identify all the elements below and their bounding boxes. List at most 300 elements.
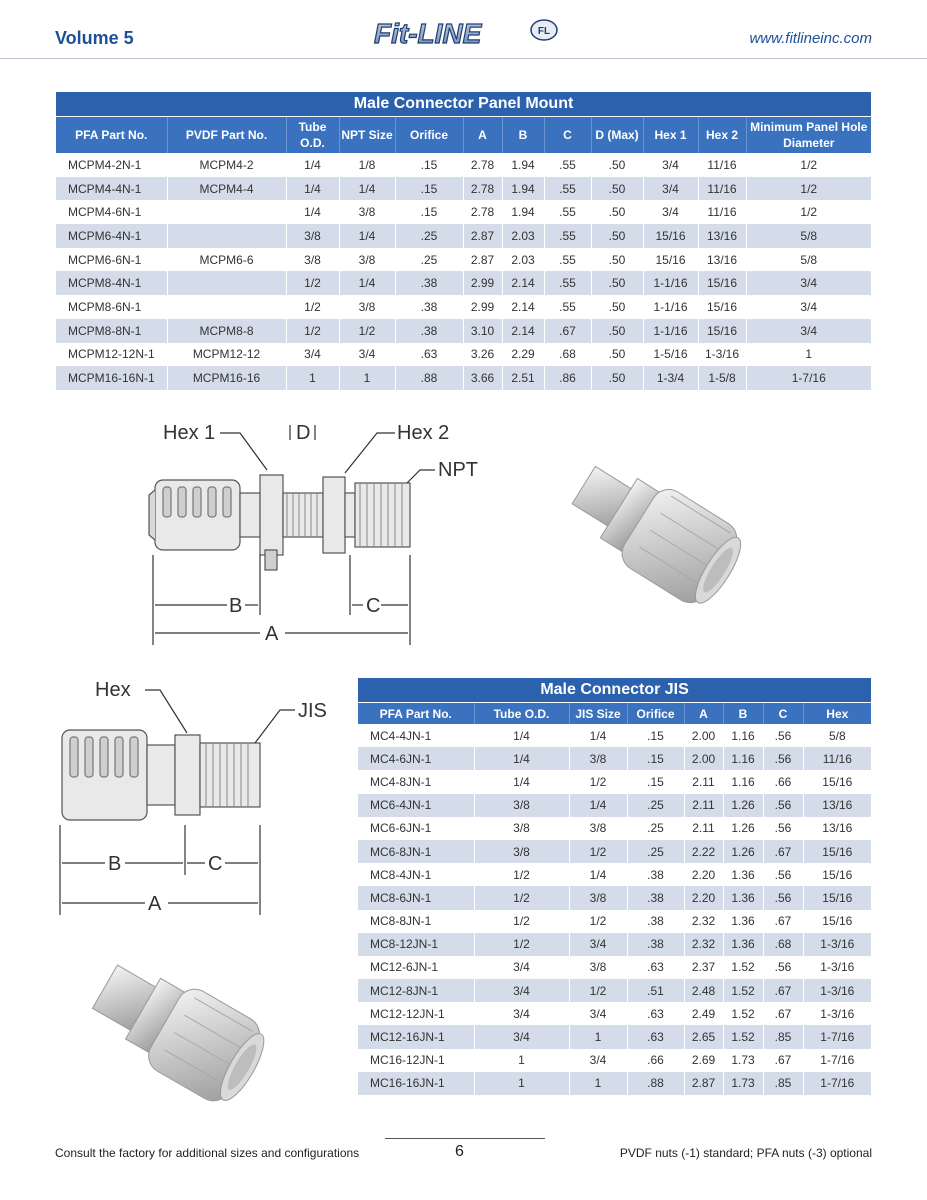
table-cell: MC6-8JN-1 — [358, 840, 474, 863]
table-cell: 3/8 — [569, 886, 627, 909]
label-b: B — [229, 595, 243, 617]
volume-label: Volume 5 — [55, 28, 134, 48]
table-row — [56, 177, 871, 201]
table-row — [358, 1025, 871, 1048]
table-cell: 11/16 — [698, 200, 746, 224]
table-row — [56, 200, 871, 224]
table-cell: MCPM4-2N-1 — [56, 153, 167, 177]
website-url[interactable]: www.fitlineinc.com — [749, 30, 872, 47]
table-cell: 3/4 — [746, 319, 871, 343]
column-header: Hex 2 — [698, 117, 746, 154]
table-cell: 1/4 — [474, 724, 569, 747]
table-cell: MCPM6-6N-1 — [56, 248, 167, 272]
table-row — [56, 271, 871, 295]
table-cell: MCPM16-16N-1 — [56, 366, 167, 390]
table-cell: MCPM6-6 — [167, 248, 286, 272]
table-cell: 1 — [746, 343, 871, 367]
table-row — [56, 319, 871, 343]
table-cell: 2.65 — [684, 1025, 723, 1048]
table-cell: .55 — [544, 200, 591, 224]
table-cell: 3/8 — [286, 224, 339, 248]
table-cell: 2.87 — [684, 1072, 723, 1095]
table-cell: 1-3/16 — [698, 343, 746, 367]
label-npt: NPT — [438, 459, 478, 481]
table-cell: .55 — [544, 177, 591, 201]
table-cell: .56 — [763, 956, 803, 979]
table-cell: 1 — [286, 366, 339, 390]
table-cell: 2.49 — [684, 1002, 723, 1025]
table-cell: 3/4 — [474, 956, 569, 979]
table-cell: 1.16 — [723, 724, 763, 747]
table-cell: .25 — [395, 248, 463, 272]
table-cell: .50 — [591, 271, 643, 295]
table-cell: 3/4 — [474, 1002, 569, 1025]
table-cell: .68 — [544, 343, 591, 367]
table-cell: MC12-6JN-1 — [358, 956, 474, 979]
table-cell: 2.29 — [502, 343, 544, 367]
table-cell: 3.26 — [463, 343, 502, 367]
table-row — [358, 1072, 871, 1095]
table-cell: .50 — [591, 319, 643, 343]
panel-mount-diagram — [145, 415, 490, 650]
table-cell: .63 — [627, 1002, 684, 1025]
table-cell: 3/8 — [474, 794, 569, 817]
table-cell: 2.78 — [463, 200, 502, 224]
table-cell: 1.73 — [723, 1072, 763, 1095]
jis-diagram — [50, 675, 350, 920]
column-header: C — [544, 117, 591, 154]
table-cell: 15/16 — [698, 319, 746, 343]
column-header: JIS Size — [569, 703, 627, 725]
table-cell: MC6-4JN-1 — [358, 794, 474, 817]
table-cell: MCPM8-8N-1 — [56, 319, 167, 343]
table-cell: MCPM12-12N-1 — [56, 343, 167, 367]
table-cell: .85 — [763, 1025, 803, 1048]
table-cell: 1-1/16 — [643, 271, 698, 295]
table-cell: .63 — [395, 343, 463, 367]
table-cell: .25 — [627, 794, 684, 817]
table-cell: .55 — [544, 224, 591, 248]
table-cell: 1-7/16 — [803, 1025, 871, 1048]
table-cell: .50 — [591, 153, 643, 177]
table-cell: 15/16 — [643, 248, 698, 272]
table-cell: .38 — [395, 319, 463, 343]
table-row — [358, 747, 871, 770]
table-cell: 1/2 — [569, 979, 627, 1002]
table-cell: 1-1/16 — [643, 319, 698, 343]
table-cell: 1.36 — [723, 933, 763, 956]
logo-badge-text: FL — [537, 26, 551, 37]
table-cell: 15/16 — [803, 840, 871, 863]
table-cell: MC6-6JN-1 — [358, 817, 474, 840]
column-header: Tube O.D. — [474, 703, 569, 725]
table-cell: 1/2 — [746, 200, 871, 224]
table-cell: MC12-16JN-1 — [358, 1025, 474, 1048]
table-cell: 3/8 — [474, 840, 569, 863]
label-hex2: Hex 2 — [397, 422, 450, 444]
table-cell: 15/16 — [803, 863, 871, 886]
table-cell: 3/8 — [569, 747, 627, 770]
table-cell: .66 — [763, 770, 803, 793]
table-cell: 3/4 — [643, 200, 698, 224]
table-cell: .63 — [627, 1025, 684, 1048]
table-cell: 1/4 — [286, 153, 339, 177]
table-cell: 13/16 — [698, 248, 746, 272]
table-cell: 2.51 — [502, 366, 544, 390]
table-cell: 3/8 — [286, 248, 339, 272]
table-cell: 1/4 — [569, 863, 627, 886]
table-cell: 1 — [474, 1049, 569, 1072]
table-cell: 3/4 — [643, 177, 698, 201]
column-header: D (Max) — [591, 117, 643, 154]
table-cell: 3/4 — [474, 979, 569, 1002]
table-cell: 1-1/16 — [643, 295, 698, 319]
table-cell — [167, 224, 286, 248]
footer-note-left: Consult the factory for additional sizes and configurations — [55, 1146, 360, 1160]
table-cell: 3/4 — [286, 343, 339, 367]
table-cell: 1.52 — [723, 956, 763, 979]
table-cell: .50 — [591, 366, 643, 390]
table-cell: 1.26 — [723, 817, 763, 840]
table-cell: .25 — [627, 817, 684, 840]
table-cell: MCPM12-12 — [167, 343, 286, 367]
column-header: PFA Part No. — [56, 117, 167, 154]
table-row — [56, 224, 871, 248]
table-cell: .51 — [627, 979, 684, 1002]
table-cell: .25 — [627, 840, 684, 863]
table-row — [358, 724, 871, 747]
table-cell: 1/2 — [474, 886, 569, 909]
table-cell: 1.36 — [723, 863, 763, 886]
table-cell: 3/8 — [569, 956, 627, 979]
table-cell: 11/16 — [698, 177, 746, 201]
table-cell: MCPM8-8 — [167, 319, 286, 343]
table-cell: 3/8 — [339, 200, 395, 224]
table-cell: 1/4 — [474, 770, 569, 793]
table-cell: 1/2 — [569, 910, 627, 933]
header-divider — [0, 58, 927, 59]
table-cell: .38 — [627, 863, 684, 886]
table-cell: 1-5/8 — [698, 366, 746, 390]
table-cell: .88 — [395, 366, 463, 390]
jis-body — [358, 724, 871, 1095]
table-cell: 3/4 — [569, 1049, 627, 1072]
table-cell: MCPM6-4N-1 — [56, 224, 167, 248]
table-cell: .25 — [395, 224, 463, 248]
table-cell: .15 — [627, 724, 684, 747]
table-cell: .67 — [763, 1002, 803, 1025]
footer-note-right: PVDF nuts (-1) standard; PFA nuts (-3) optional — [619, 1146, 872, 1160]
table-cell: 1/4 — [339, 177, 395, 201]
table-cell: 15/16 — [698, 271, 746, 295]
table-cell: MC12-12JN-1 — [358, 1002, 474, 1025]
table-row — [358, 910, 871, 933]
table-cell: 1-3/16 — [803, 933, 871, 956]
table-cell: 15/16 — [803, 886, 871, 909]
table-cell: 1/8 — [339, 153, 395, 177]
table-cell: 2.00 — [684, 747, 723, 770]
table-cell: 1-7/16 — [803, 1049, 871, 1072]
label-c: C — [366, 595, 381, 617]
table-cell: 2.11 — [684, 817, 723, 840]
table-cell: 1/4 — [339, 271, 395, 295]
table-cell: MCPM16-16 — [167, 366, 286, 390]
table-cell: MC4-8JN-1 — [358, 770, 474, 793]
table-cell: 3.66 — [463, 366, 502, 390]
table-cell: 3/4 — [746, 295, 871, 319]
table-header-row — [358, 703, 871, 725]
table-cell: .55 — [544, 248, 591, 272]
table-row — [358, 886, 871, 909]
table-cell: .38 — [627, 886, 684, 909]
label-hex: Hex — [95, 679, 131, 701]
table-cell: 2.48 — [684, 979, 723, 1002]
table-cell: 1.36 — [723, 886, 763, 909]
table-cell: MCPM8-6N-1 — [56, 295, 167, 319]
table-cell: 1/2 — [474, 863, 569, 886]
table-cell: 1 — [569, 1025, 627, 1048]
table-cell: 2.11 — [684, 770, 723, 793]
table-cell: 2.14 — [502, 271, 544, 295]
table-cell: .67 — [763, 910, 803, 933]
table-cell: 1/2 — [474, 910, 569, 933]
table-cell: 1/4 — [569, 794, 627, 817]
table-row — [56, 295, 871, 319]
table-cell: .50 — [591, 248, 643, 272]
table-cell: .86 — [544, 366, 591, 390]
table-cell: 1/2 — [569, 770, 627, 793]
table-header-row — [56, 117, 871, 154]
column-header: Orifice — [627, 703, 684, 725]
column-header: Orifice — [395, 117, 463, 154]
table-cell: 3/4 — [339, 343, 395, 367]
table-cell: 3/4 — [569, 1002, 627, 1025]
table-cell: 1.52 — [723, 1025, 763, 1048]
table-row — [358, 817, 871, 840]
table-cell: 3/4 — [643, 153, 698, 177]
table-cell: 1/4 — [286, 200, 339, 224]
table-cell — [167, 271, 286, 295]
table-cell: 1-7/16 — [803, 1072, 871, 1095]
table-cell: .15 — [395, 153, 463, 177]
table-cell: 2.69 — [684, 1049, 723, 1072]
label-d: D — [296, 422, 311, 444]
table-cell — [167, 295, 286, 319]
table-cell: 2.78 — [463, 177, 502, 201]
table-cell: .55 — [544, 271, 591, 295]
table-cell: 13/16 — [803, 794, 871, 817]
table-cell: 5/8 — [746, 248, 871, 272]
table-cell: 2.78 — [463, 153, 502, 177]
table-cell: .38 — [395, 295, 463, 319]
table-cell: MC8-4JN-1 — [358, 863, 474, 886]
table-cell: .67 — [763, 979, 803, 1002]
table-row — [358, 863, 871, 886]
table-cell: 1-3/16 — [803, 1002, 871, 1025]
table-cell: 3.10 — [463, 319, 502, 343]
label-c: C — [208, 853, 223, 875]
table-cell: 3/8 — [339, 248, 395, 272]
table-cell: .50 — [591, 295, 643, 319]
jis-table — [358, 678, 871, 1095]
table-cell: MCPM8-4N-1 — [56, 271, 167, 295]
table-cell: 1 — [474, 1072, 569, 1095]
table-cell: .56 — [763, 747, 803, 770]
table-cell: 1/4 — [286, 177, 339, 201]
column-header: Hex — [803, 703, 871, 725]
table-cell: 1.26 — [723, 840, 763, 863]
table-cell: .56 — [763, 817, 803, 840]
label-hex1: Hex 1 — [163, 422, 216, 444]
table-cell: MC4-6JN-1 — [358, 747, 474, 770]
table-cell: 3/4 — [746, 271, 871, 295]
table-cell: 1-5/16 — [643, 343, 698, 367]
table-row — [358, 956, 871, 979]
table-cell: .67 — [544, 319, 591, 343]
table-cell: 2.32 — [684, 933, 723, 956]
table-cell: 1/4 — [339, 224, 395, 248]
table-cell: 1.94 — [502, 200, 544, 224]
table-cell: .38 — [395, 271, 463, 295]
label-a: A — [265, 623, 279, 645]
label-jis: JIS — [298, 700, 327, 722]
page-number: 6 — [455, 1143, 464, 1160]
table-cell: 2.99 — [463, 271, 502, 295]
table-cell: 1.94 — [502, 153, 544, 177]
table-cell: .15 — [627, 770, 684, 793]
table-cell: 1.52 — [723, 1002, 763, 1025]
footer-divider — [385, 1138, 545, 1139]
table-cell: .38 — [627, 910, 684, 933]
label-b: B — [108, 853, 122, 875]
table-cell: .88 — [627, 1072, 684, 1095]
column-header: B — [502, 117, 544, 154]
table-cell: 2.20 — [684, 863, 723, 886]
table-row — [358, 770, 871, 793]
table-cell: 1.94 — [502, 177, 544, 201]
table-cell: 2.32 — [684, 910, 723, 933]
table-cell: 3/4 — [569, 933, 627, 956]
table-cell: 1/4 — [569, 724, 627, 747]
column-header: A — [463, 117, 502, 154]
table-cell: 1.16 — [723, 747, 763, 770]
table-cell: .38 — [627, 933, 684, 956]
logo-text: Fit-LINE — [374, 18, 482, 49]
table-cell: MC16-12JN-1 — [358, 1049, 474, 1072]
table-cell: MC12-8JN-1 — [358, 979, 474, 1002]
table-cell: 1/2 — [746, 177, 871, 201]
column-header: PFA Part No. — [358, 703, 474, 725]
table-cell: MC8-12JN-1 — [358, 933, 474, 956]
table-cell: 1-3/16 — [803, 956, 871, 979]
table-cell: 5/8 — [746, 224, 871, 248]
table-cell: 2.14 — [502, 295, 544, 319]
column-header: NPT Size — [339, 117, 395, 154]
table-cell: 15/16 — [698, 295, 746, 319]
table-cell: MC8-6JN-1 — [358, 886, 474, 909]
table-cell: .50 — [591, 200, 643, 224]
table-cell: 1.73 — [723, 1049, 763, 1072]
table-cell: 2.14 — [502, 319, 544, 343]
table-row — [358, 1002, 871, 1025]
panel-mount-body — [56, 153, 871, 390]
table-cell: .85 — [763, 1072, 803, 1095]
jis-photo — [70, 945, 275, 1120]
table-row — [56, 343, 871, 367]
table-cell: MC16-16JN-1 — [358, 1072, 474, 1095]
table-cell: 2.22 — [684, 840, 723, 863]
column-header: Minimum Panel Hole Diameter — [746, 117, 871, 154]
table-cell: MC8-8JN-1 — [358, 910, 474, 933]
table-cell: 2.87 — [463, 224, 502, 248]
table-cell: 11/16 — [803, 747, 871, 770]
table-row — [358, 933, 871, 956]
table-cell: 1/2 — [286, 319, 339, 343]
table-cell: .55 — [544, 295, 591, 319]
table-row — [358, 979, 871, 1002]
table-cell: 1-3/4 — [643, 366, 698, 390]
table-cell: 3/4 — [474, 1025, 569, 1048]
table-cell: 11/16 — [698, 153, 746, 177]
table-cell: 1-3/16 — [803, 979, 871, 1002]
table-row — [358, 1049, 871, 1072]
table-row — [56, 153, 871, 177]
panel-mount-title: Male Connector Panel Mount — [56, 92, 871, 117]
panel-mount-table — [56, 92, 871, 390]
table-cell: .56 — [763, 886, 803, 909]
table-cell: .63 — [627, 956, 684, 979]
table-cell: 1/2 — [339, 319, 395, 343]
table-row — [56, 248, 871, 272]
table-cell: 1/2 — [286, 295, 339, 319]
column-header: PVDF Part No. — [167, 117, 286, 154]
table-cell: 2.03 — [502, 224, 544, 248]
table-row — [358, 840, 871, 863]
table-cell: .15 — [395, 200, 463, 224]
table-cell: 2.11 — [684, 794, 723, 817]
table-cell: 1.52 — [723, 979, 763, 1002]
jis-title: Male Connector JIS — [358, 678, 871, 703]
fitline-logo — [370, 16, 560, 50]
table-cell: MCPM4-2 — [167, 153, 286, 177]
table-cell: .15 — [627, 747, 684, 770]
table-cell: 1 — [339, 366, 395, 390]
table-cell: 3/8 — [339, 295, 395, 319]
table-cell: 3/8 — [569, 817, 627, 840]
table-cell: .56 — [763, 794, 803, 817]
table-cell: 15/16 — [803, 910, 871, 933]
column-header: B — [723, 703, 763, 725]
table-cell: MCPM4-6N-1 — [56, 200, 167, 224]
table-cell: 1/2 — [569, 840, 627, 863]
table-cell: 5/8 — [803, 724, 871, 747]
table-cell: .15 — [395, 177, 463, 201]
column-header: Hex 1 — [643, 117, 698, 154]
table-cell: 2.37 — [684, 956, 723, 979]
table-row — [358, 794, 871, 817]
column-header: Tube O.D. — [286, 117, 339, 154]
table-cell: 1/2 — [474, 933, 569, 956]
table-row — [56, 366, 871, 390]
table-cell: 2.00 — [684, 724, 723, 747]
table-cell: 1-7/16 — [746, 366, 871, 390]
table-cell: .56 — [763, 724, 803, 747]
table-cell: 1.16 — [723, 770, 763, 793]
label-a: A — [148, 893, 162, 915]
table-cell: 1.36 — [723, 910, 763, 933]
table-cell: .50 — [591, 343, 643, 367]
table-cell: .50 — [591, 177, 643, 201]
